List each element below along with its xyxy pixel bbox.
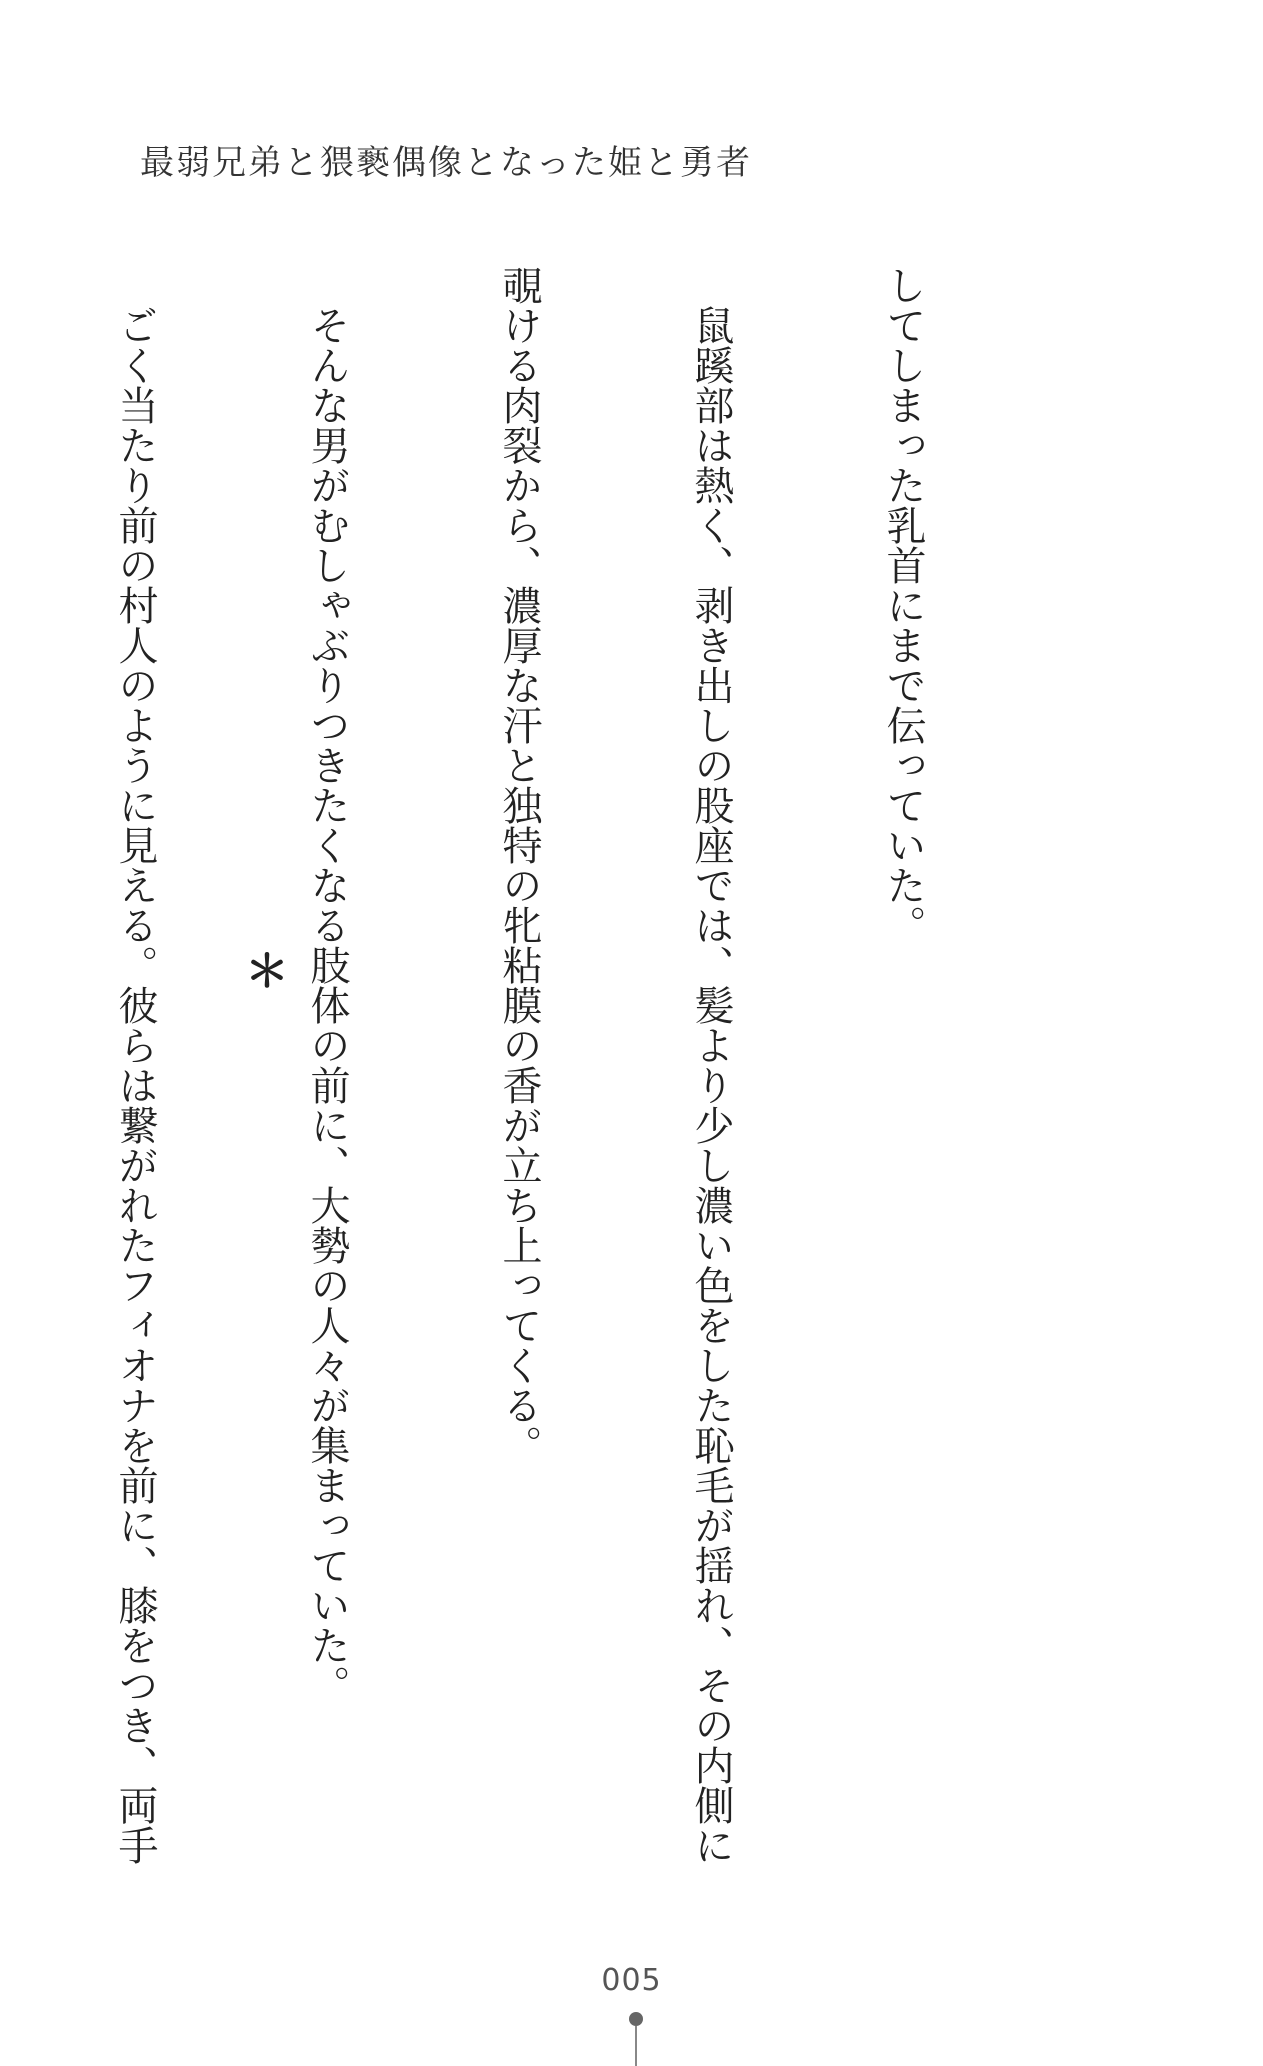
page-number: 005 [601,1963,662,1998]
text-line: ごく当たり前の村人のように見える。彼らは繋がれたフィオナを前に、膝をつき、両手 [112,265,158,1865]
text-line: してしまった乳首にまで伝っていた。 [880,265,926,945]
folio-dot-ornament [629,2012,643,2026]
text-line: 覗ける肉裂から、濃厚な汗と独特の牝粘膜の香が立ち上ってくる。 [496,265,542,1465]
folio-line-ornament [635,2026,637,2066]
vertical-body-text [0,265,1063,1865]
text-line: そんな男がむしゃぶりつきたくなる肢体の前に、大勢の人々が集まっていた。 [304,265,350,1705]
running-head-title: 最弱兄弟と猥褻偶像となった姫と勇者 [140,143,752,183]
text-line: 鼠蹊部は熱く、剥き出しの股座では、髪より少し濃い色をした恥毛が揺れ、その内側に [688,265,734,1865]
section-break-asterisk: ＊ [245,946,289,997]
